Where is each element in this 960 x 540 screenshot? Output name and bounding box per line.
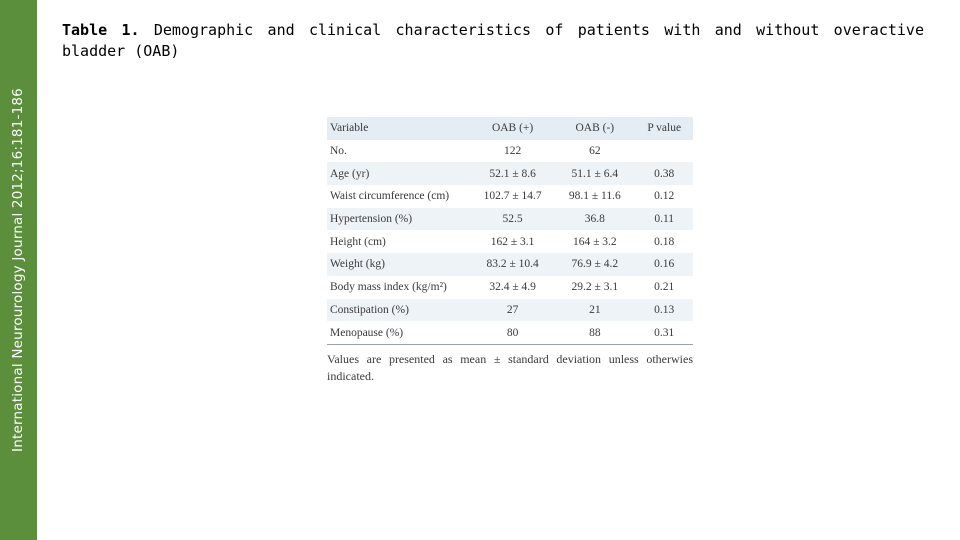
cell-variable: Body mass index (kg/m²) [330, 281, 447, 294]
table-row [327, 276, 693, 299]
table-row [327, 230, 693, 253]
table-row [327, 321, 693, 344]
cell-variable: Height (cm) [330, 235, 386, 248]
table-caption-text: Demographic and clinical characteristics of patients with and without overactive bladder (OAB) [62, 21, 924, 60]
cell-oab-negative: 98.1 ± 11.6 [568, 190, 621, 203]
table-caption [62, 20, 924, 62]
cell-oab-positive: 162 ± 3.1 [490, 235, 535, 248]
cell-oab-positive: 52.1 ± 8.6 [489, 167, 536, 180]
cell-variable: No. [330, 145, 347, 158]
cell-oab-negative: 29.2 ± 3.1 [571, 281, 619, 294]
characteristics-table [327, 117, 693, 345]
cell-p-value: 0.21 [654, 281, 675, 294]
header-oab-positive: OAB (+) [491, 122, 534, 135]
table-header-row [327, 117, 693, 140]
cell-variable: Age (yr) [330, 167, 370, 180]
cell-variable: Hypertension (%) [330, 213, 413, 226]
cell-p-value: 0.16 [654, 258, 675, 271]
cell-p-value: 0.12 [654, 190, 675, 203]
header-variable: Variable [330, 122, 369, 135]
cell-oab-positive: 83.2 ± 10.4 [486, 258, 539, 271]
cell-p-value: 0.31 [654, 326, 675, 339]
cell-oab-positive: 52.5 [502, 213, 523, 226]
journal-citation: International Neurourology Journal 2012;16:181-186 [10, 88, 26, 452]
cell-oab-negative: 62 [589, 145, 601, 158]
cell-p-value [635, 140, 693, 163]
cell-oab-negative: 36.8 [584, 213, 605, 226]
cell-oab-negative: 76.9 ± 4.2 [571, 258, 619, 271]
header-oab-negative: OAB (-) [575, 122, 615, 135]
journal-sidebar [0, 0, 37, 540]
cell-oab-negative: 88 [589, 326, 601, 339]
cell-variable: Constipation (%) [330, 303, 409, 316]
table-row [327, 253, 693, 276]
table-footnote: Values are presented as mean ± standard deviation unless otherwies indicated. [327, 351, 693, 383]
table-row [327, 185, 693, 208]
cell-p-value: 0.18 [654, 235, 675, 248]
cell-oab-negative: 21 [589, 303, 601, 316]
table-figure [327, 117, 693, 385]
table-row [327, 299, 693, 322]
cell-oab-positive: 122 [503, 145, 522, 158]
cell-variable: Menopause (%) [330, 326, 404, 339]
table-row [327, 140, 693, 163]
cell-oab-positive: 80 [506, 326, 519, 339]
table-row [327, 162, 693, 185]
cell-oab-negative: 51.1 ± 6.4 [571, 167, 619, 180]
table-caption-label: Table 1. [62, 21, 140, 39]
cell-variable: Weight (kg) [330, 258, 385, 271]
cell-p-value: 0.13 [654, 303, 675, 316]
cell-oab-positive: 102.7 ± 14.7 [483, 190, 542, 203]
cell-p-value: 0.11 [654, 213, 675, 226]
cell-oab-negative: 164 ± 3.2 [572, 235, 617, 248]
cell-oab-positive: 32.4 ± 4.9 [489, 281, 536, 294]
cell-p-value: 0.38 [654, 167, 675, 180]
header-p-value: P value [647, 122, 682, 135]
cell-oab-positive: 27 [506, 303, 519, 316]
cell-variable: Waist circumference (cm) [330, 190, 450, 203]
table-row [327, 208, 693, 231]
